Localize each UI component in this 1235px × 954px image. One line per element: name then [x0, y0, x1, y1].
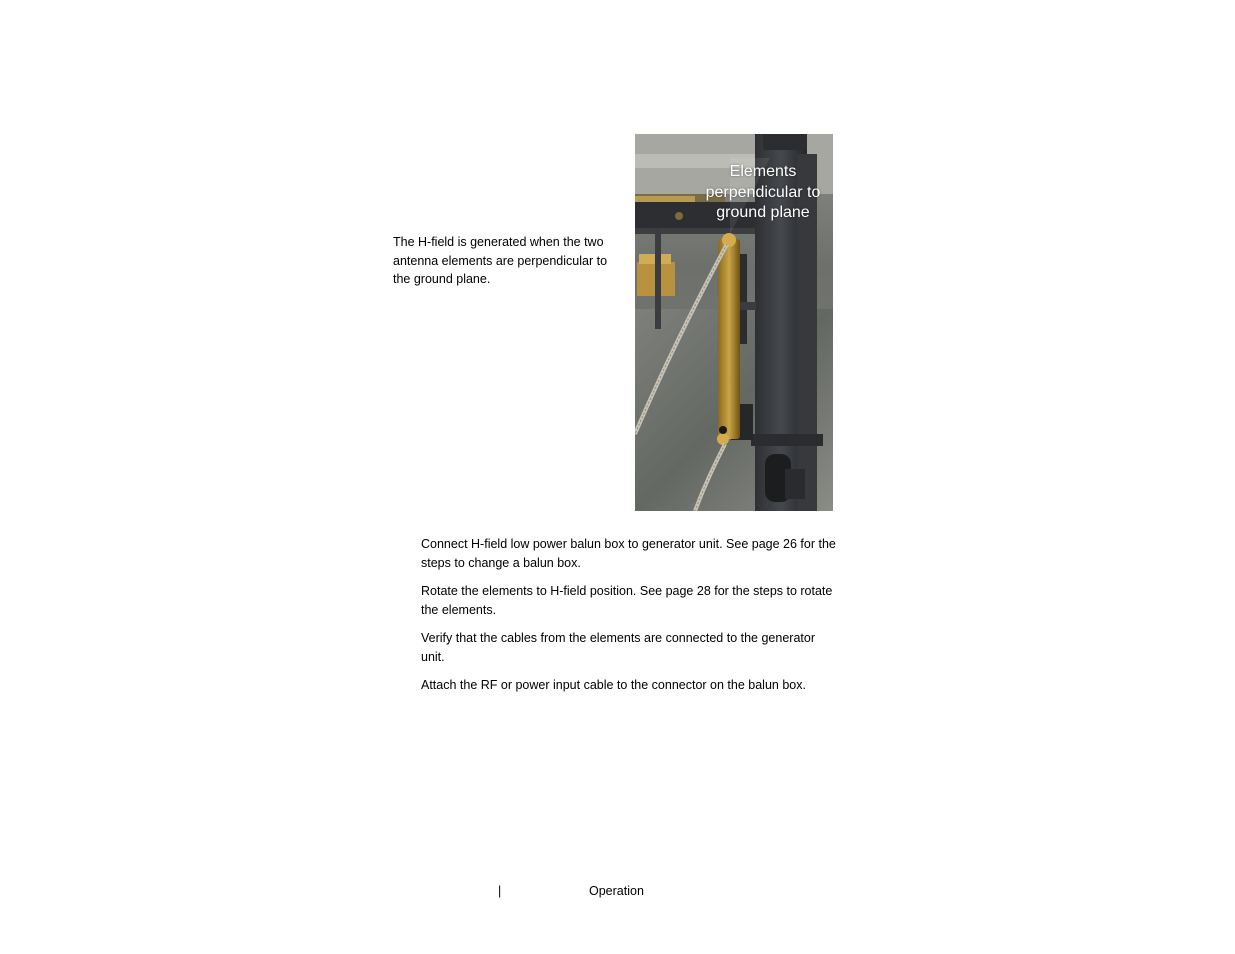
- step-item: Connect H-field low power balun box to generator unit. See page 26 for the steps to change a balun box.: [421, 537, 836, 570]
- footer-section-title: Operation: [589, 884, 644, 898]
- photo-caption: Elements perpendicular to ground plane: [705, 163, 821, 221]
- intro-paragraph: The H-field is generated when the two antenna elements are perpendicular to the ground plane.: [393, 235, 608, 286]
- antenna-photo: [635, 134, 833, 511]
- procedure-steps: [421, 535, 841, 705]
- step-item: Rotate the elements to H-field position. See page 28 for the steps to rotate the elements.: [421, 584, 833, 617]
- footer-separator: |: [498, 884, 502, 898]
- step-item: Verify that the cables from the elements are connected to the generator unit.: [421, 631, 815, 664]
- step-item: Attach the RF or power input cable to the connector on the balun box.: [421, 678, 806, 692]
